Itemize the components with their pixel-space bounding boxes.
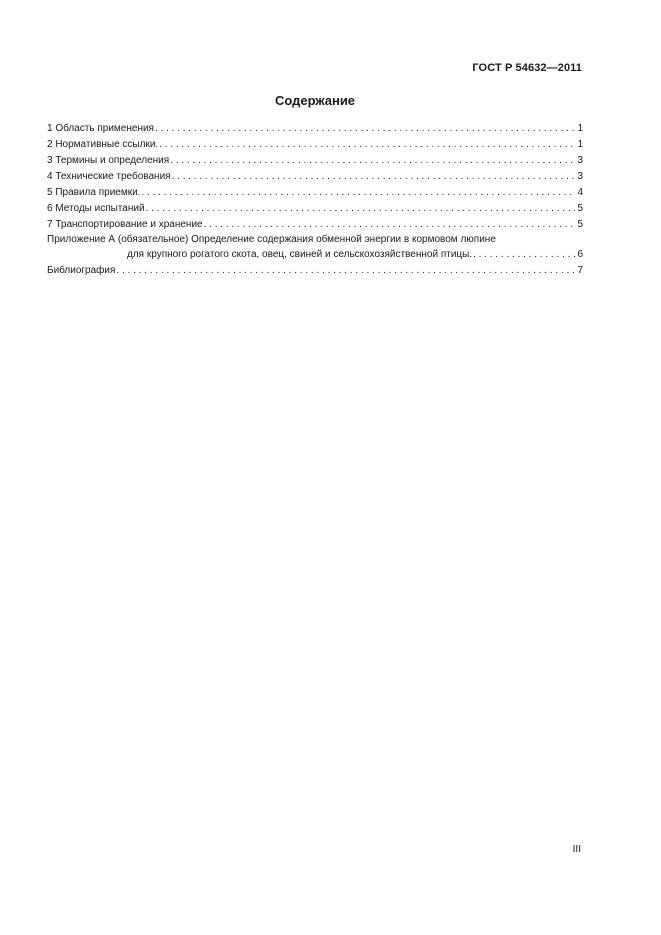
toc-entry-page: 3 [577,155,583,166]
toc-entry-scope[interactable] [47,121,583,137]
toc-entry-transport-storage[interactable] [47,217,583,233]
toc-entry-label: 7 Транспортирование и хранение [47,219,203,230]
toc-leader-dots [146,201,575,217]
toc-entry-page: 6 [577,249,583,260]
toc-leader-dots [170,153,575,169]
toc-entry-page: 5 [577,203,583,214]
toc-entry-page: 4 [577,187,583,198]
toc-entry-label: 6 Методы испытаний [47,203,145,214]
toc-entry-page: 5 [577,219,583,230]
toc-entry-page: 7 [577,265,583,276]
toc-entry-label: 1 Область применения [47,123,154,134]
toc-entry-page: 3 [577,171,583,182]
toc-leader-dots [155,121,575,137]
toc-leader-dots [141,185,575,201]
toc-entry-appendix-a[interactable] [47,233,583,263]
document-code: ГОСТ Р 54632—2011 [472,62,582,74]
toc-entry-terms[interactable] [47,153,583,169]
toc-entry-normative-references[interactable] [47,137,583,153]
toc-entry-label: 3 Термины и определения [47,155,170,166]
toc-entry-test-methods[interactable] [47,201,583,217]
toc-leader-dots [172,169,575,185]
toc-entry-bibliography[interactable] [47,263,583,279]
toc-entry-label: 4 Технические требования [47,171,171,182]
toc-leader-dots [159,137,575,153]
toc-entry-label: 5 Правила приемки. [47,187,141,198]
toc-title: Содержание [274,93,356,108]
toc-leader-dots [473,247,575,263]
toc-appendix-subtitle: для крупного рогатого скота, овец, свиней и сельскохозяйственной птицы. [127,249,473,260]
toc-leader-dots [116,263,575,279]
toc-leader-dots [204,217,575,233]
toc-entry-page: 1 [577,123,583,134]
toc-entry-label: Библиография [47,265,116,276]
page-number: III [572,844,581,855]
toc-entry-page: 1 [577,139,583,150]
toc-entry-label: 2 Нормативные ссылки. [47,139,159,150]
table-of-contents [47,121,583,279]
toc-appendix-title: Приложение А (обязательное) Определение содержания обменной энергии в кормовом люпине [47,234,496,245]
toc-entry-technical-requirements[interactable] [47,169,583,185]
toc-entry-acceptance-rules[interactable] [47,185,583,201]
